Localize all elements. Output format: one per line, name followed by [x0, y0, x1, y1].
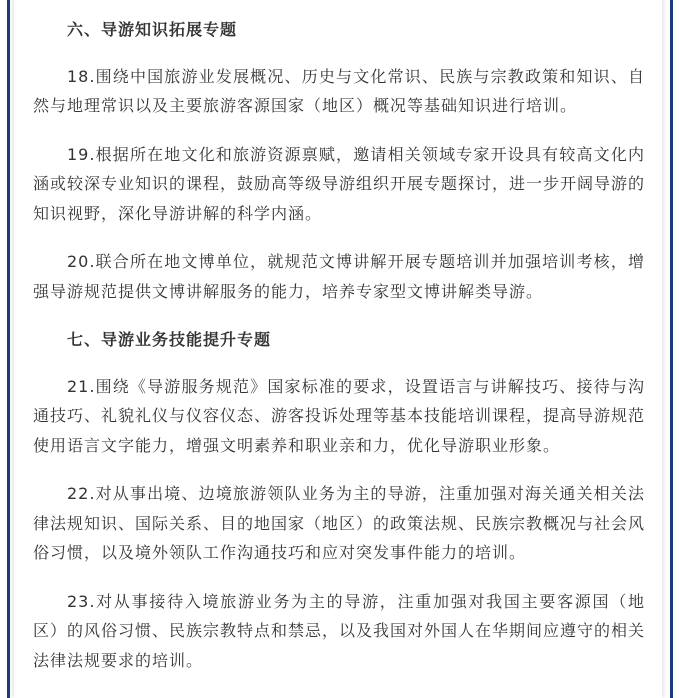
article-content: [33, 15, 645, 694]
section-heading: 六、导游知识拓展专题: [67, 20, 238, 39]
paragraph: 18.围绕中国旅游业发展概况、历史与文化常识、民族与宗教政策和知识、自然与地理常识以及主要旅游客源国家（地区）概况等基础知识进行培训。: [33, 66, 645, 115]
paragraph: 21.围绕《导游服务规范》国家标准的要求，设置语言与讲解技巧、接待与沟通技巧、礼貌礼仪与仪容仪态、游客投诉处理等基本技能培训课程，提高导游规范使用语言文字能力，增强文明素养和职业亲和力，优化导游职业形象。: [33, 376, 646, 455]
paragraph: 20.联合所在地文博单位，就规范文博讲解开展专题培训并加强培训考核，增强导游规范提供文博讲解服务的能力，培养专家型文博讲解类导游。: [33, 252, 645, 301]
paragraph: 22.对从事出境、边境旅游领队业务为主的导游，注重加强对海关通关相关法律法规知识、国际关系、目的地国家（地区）的政策法规、民族宗教概况与社会风俗习惯，以及境外领队工作沟通技巧和应对突发事件能力的培训。: [33, 484, 646, 562]
paragraph: 19.根据所在地文化和旅游资源禀赋，邀请相关领域专家开设具有较高文化内涵或较深专业知识的课程，鼓励高等级导游组织开展专题探讨，进一步开阔导游的知识视野，深化导游讲解的科学内涵。: [33, 144, 646, 223]
paragraph: 23.对从事接待入境旅游业务为主的导游，注重加强对我国主要客源国（地区）的风俗习惯、民族宗教特点和禁忌，以及我国对外国人在华期间应遵守的相关法律法规要求的培训。: [33, 591, 646, 670]
section-heading: 七、导游业务技能提升专题: [67, 330, 272, 349]
